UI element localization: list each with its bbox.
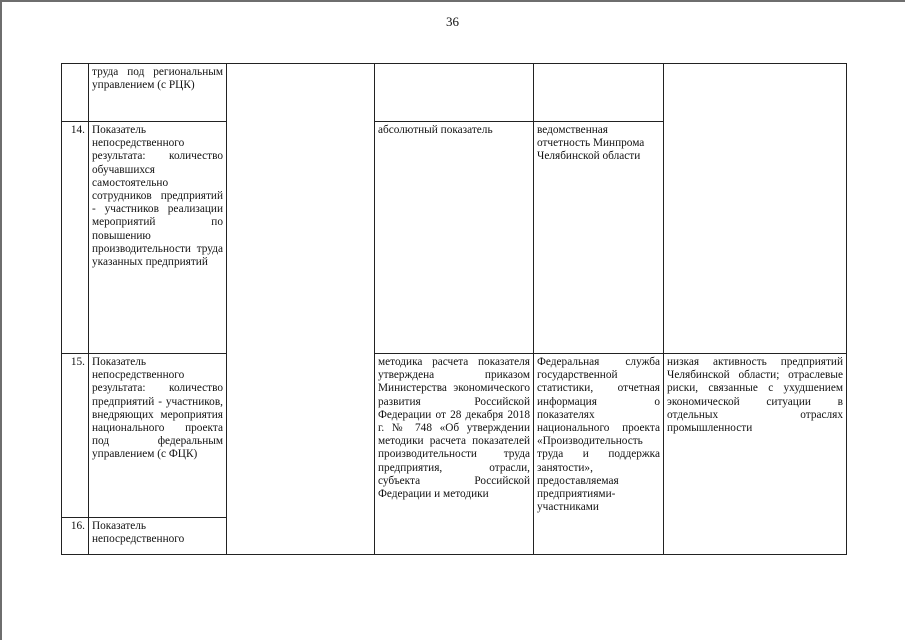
page-number: 36 (446, 14, 459, 29)
table-row (62, 354, 847, 518)
indicator-name: Показатель непосредственного (89, 518, 227, 555)
risks (664, 64, 847, 354)
calculation-method: абсолютный показатель (375, 122, 534, 354)
risks: низкая активность предприятий Челябинской области; отраслевые риски, связанные с ухудшением экономической ситуации в отдельных отраслях промышленности (664, 354, 847, 555)
calculation-method: методика расчета показателя утверждена приказом Министерства экономического развития Российской Федерации от 28 декабря 2018 г. № 748 «Об утверждении методики расчета показателей производительности труда предприятия, отрасли, субъекта Российской Федерации и методики (375, 354, 534, 555)
indicator-name: Показатель непосредственного результата: количество обучавшихся самостоятельно сотрудников предприятий - участников реализации мероприятий по повышению производительности труда указанных предприятий (89, 122, 227, 354)
indicators-table (61, 63, 847, 555)
data-source: ведомственная отчетность Минпрома Челябинской области (534, 122, 664, 354)
empty-merged-cell (227, 64, 375, 555)
indicator-name: Показатель непосредственного результата: количество предприятий - участников, внедряющих мероприятия национального проекта под федеральным управлением (с ФЦК) (89, 354, 227, 518)
row-number: 14. (62, 122, 89, 354)
indicator-name: труда под региональным управлением (с РЦК) (89, 64, 227, 122)
data-source: Федеральная служба государственной статистики, отчетная информация о показателях национального проекта «Производительность труда и поддержка занятости», предоставляемая предприятиями-участниками (534, 354, 664, 555)
data-source (534, 64, 664, 122)
table-row (62, 64, 847, 122)
row-number: 15. (62, 354, 89, 518)
row-number (62, 64, 89, 122)
row-number: 16. (62, 518, 89, 555)
calculation-method (375, 64, 534, 122)
